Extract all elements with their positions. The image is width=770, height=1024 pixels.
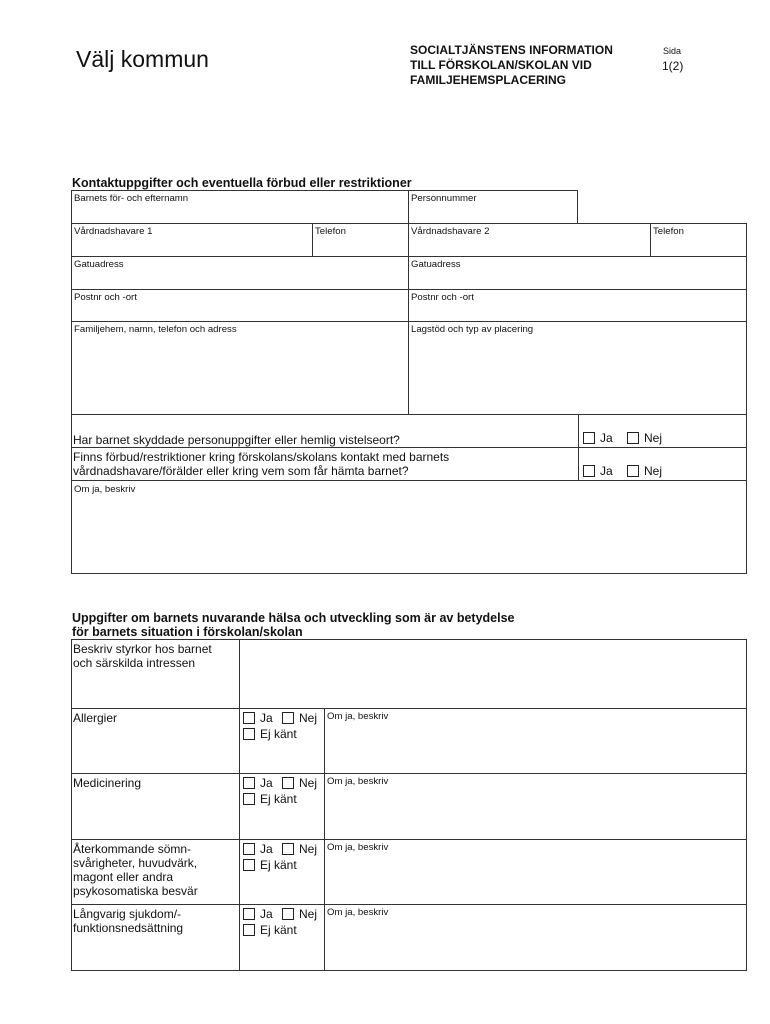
- medication-describe-label: Om ja, beskriv: [327, 776, 389, 787]
- allergies-yes-checkbox[interactable]: Ja: [243, 712, 273, 724]
- child-name-label: Barnets för- och efternamn: [74, 193, 189, 204]
- title-line-1: SOCIALTJÄNSTENS INFORMATION: [410, 43, 613, 57]
- checkbox-icon: [627, 432, 639, 444]
- strengths-field[interactable]: [240, 640, 746, 708]
- allergies-label: Allergier: [73, 711, 118, 725]
- checkbox-icon: [282, 712, 294, 724]
- title-line-2: TILL FÖRSKOLAN/SKOLAN VID: [410, 58, 592, 72]
- page-number: 1(2): [662, 59, 684, 73]
- phone1-label: Telefon: [315, 226, 346, 237]
- document-title: [410, 43, 650, 88]
- personal-number-field[interactable]: [408, 190, 578, 224]
- page-label: Sida: [663, 46, 682, 56]
- medication-yes-checkbox[interactable]: Ja: [243, 777, 273, 789]
- illness-describe-label: Om ja, beskriv: [327, 907, 389, 918]
- allergies-unknown-checkbox[interactable]: Ej känt: [243, 728, 297, 740]
- strengths-label-line1: Beskriv styrkor hos barnet: [73, 642, 212, 656]
- illness-unknown-checkbox[interactable]: Ej känt: [243, 924, 297, 936]
- checkbox-icon: [627, 465, 639, 477]
- title-line-3: FAMILJEHEMSPLACERING: [410, 73, 567, 87]
- allergies-no-checkbox[interactable]: Nej: [282, 712, 317, 724]
- guardian1-label: Vårdnadshavare 1: [74, 226, 153, 237]
- contact-details-box: [71, 223, 747, 574]
- foster-family-label: Familjehem, namn, telefon och adress: [74, 324, 237, 335]
- medication-no-checkbox[interactable]: Nej: [282, 777, 317, 789]
- describe-label: Om ja, beskriv: [74, 484, 136, 495]
- checkbox-icon: [243, 924, 255, 936]
- street2-label: Gatuadress: [411, 259, 461, 270]
- checkbox-icon: [583, 432, 595, 444]
- recurring-label-line4: psykosomatiska besvär: [73, 884, 198, 898]
- illness-label-line1: Långvarig sjukdom/-: [73, 907, 182, 921]
- restrictions-question-line1: Finns förbud/restriktioner kring förskolans/skolans kontakt med barnets: [73, 450, 450, 464]
- illness-label-line2: funktionsnedsättning: [73, 921, 184, 935]
- checkbox-icon: [243, 843, 255, 855]
- restrictions-question-line2: vårdnadshavare/förälder eller kring vem som får hämta barnet?: [73, 464, 409, 478]
- recurring-label-line3: magont eller andra: [73, 870, 174, 884]
- allergies-describe-label: Om ja, beskriv: [327, 711, 389, 722]
- checkbox-icon: [243, 859, 255, 871]
- checkbox-icon: [243, 777, 255, 789]
- protected-question: Har barnet skyddade personuppgifter eller hemlig vistelseort?: [73, 433, 400, 447]
- personal-number-label: Personnummer: [411, 193, 477, 204]
- checkbox-icon: [243, 712, 255, 724]
- checkbox-icon: [243, 908, 255, 920]
- guardian2-label: Vårdnadshavare 2: [411, 226, 490, 237]
- recurring-unknown-checkbox[interactable]: Ej känt: [243, 859, 297, 871]
- section2-heading-line1: Uppgifter om barnets nuvarande hälsa och utveckling som är av betydelse: [72, 611, 515, 625]
- postal2-label: Postnr och -ort: [411, 292, 474, 303]
- recurring-describe-label: Om ja, beskriv: [327, 842, 389, 853]
- checkbox-icon: [282, 843, 294, 855]
- placement-label: Lagstöd och typ av placering: [411, 324, 534, 335]
- recurring-label-line1: Återkommande sömn-: [73, 842, 192, 856]
- postal1-label: Postnr och -ort: [74, 292, 137, 303]
- medication-unknown-checkbox[interactable]: Ej känt: [243, 793, 297, 805]
- municipality-select[interactable]: Välj kommun: [76, 46, 209, 72]
- checkbox-icon: [282, 908, 294, 920]
- strengths-label-line2: och särskilda intressen: [73, 656, 196, 670]
- recurring-label-line2: svårigheter, huvudvärk,: [73, 856, 198, 870]
- checkbox-icon: [282, 777, 294, 789]
- phone2-label: Telefon: [653, 226, 684, 237]
- recurring-no-checkbox[interactable]: Nej: [282, 843, 317, 855]
- checkbox-icon: [243, 793, 255, 805]
- section2-heading-line2: för barnets situation i förskolan/skolan: [72, 625, 303, 639]
- illness-no-checkbox[interactable]: Nej: [282, 908, 317, 920]
- checkbox-icon: [243, 728, 255, 740]
- restrictions-yes-checkbox[interactable]: Ja: [583, 465, 613, 477]
- illness-yes-checkbox[interactable]: Ja: [243, 908, 273, 920]
- protected-no-checkbox[interactable]: Nej: [627, 432, 662, 444]
- restrictions-no-checkbox[interactable]: Nej: [627, 465, 662, 477]
- medication-label: Medicinering: [73, 776, 142, 790]
- recurring-yes-checkbox[interactable]: Ja: [243, 843, 273, 855]
- protected-yes-checkbox[interactable]: Ja: [583, 432, 613, 444]
- street1-label: Gatuadress: [74, 259, 124, 270]
- checkbox-icon: [583, 465, 595, 477]
- section1-heading: Kontaktuppgifter och eventuella förbud eller restriktioner: [72, 176, 412, 190]
